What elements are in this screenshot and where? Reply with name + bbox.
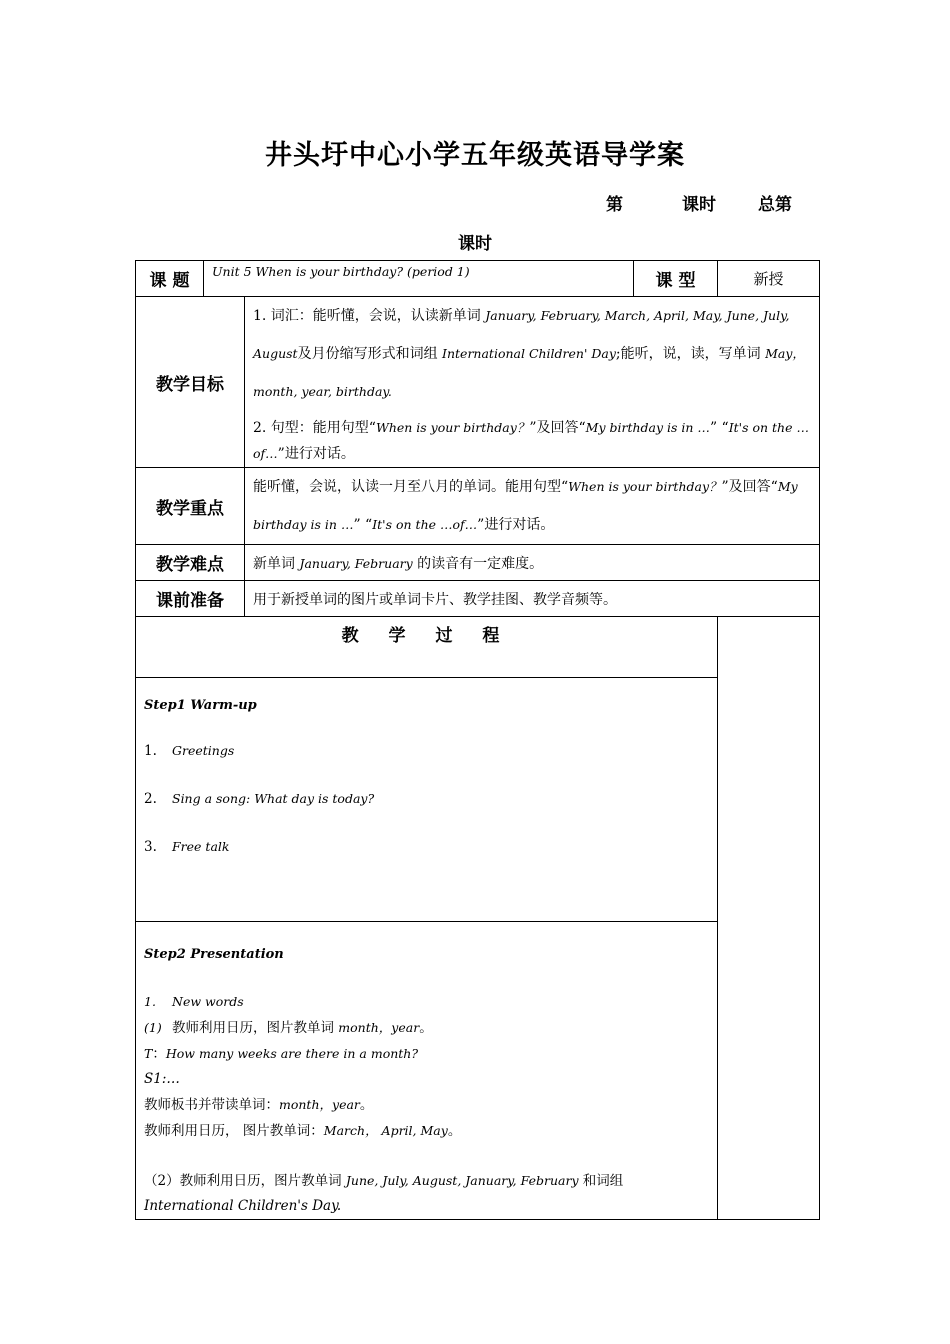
header-keshi: 课时 <box>682 195 716 215</box>
page-title: 井头圩中心小学五年级英语导学案 <box>265 140 685 171</box>
step1-cell <box>136 678 718 922</box>
difficulty-cell: 新单词 January, February 的读音有一定难度。 <box>245 545 820 581</box>
goals-label: 教学目标 <box>136 297 245 468</box>
type-value: 新授 <box>718 261 820 297</box>
process-heading: 教 学 过 程 <box>136 617 718 678</box>
topic-value: Unit 5 When is your birthday? (period 1) <box>204 261 634 297</box>
step2-title: Step2 Presentation <box>144 947 284 962</box>
header-di: 第 <box>606 195 623 215</box>
type-label: 课 型 <box>634 261 718 297</box>
preparation-label: 课前准备 <box>136 581 245 617</box>
topic-label: 课 题 <box>136 261 204 297</box>
notes-column <box>718 617 820 1220</box>
header-zongdi: 总第 <box>758 195 792 215</box>
difficulty-label: 教学难点 <box>136 545 245 581</box>
step1-item: 1. Greetings <box>144 743 235 759</box>
preparation-cell: 用于新授单词的图片或单词卡片、教学挂图、教学音频等。 <box>245 581 820 617</box>
step1-item: 2. Sing a song: What day is today? <box>144 791 375 807</box>
step2-cell: Step2 Presentation 1. New words (1) 教师利用日历，图片教单词 month，year。 T：How many weeks are there in a month? S1:… 教师板书并带读单词：month，year。 教师利用日历， 图片教单词：March， April, May。 （2）教师利用日历，图片教单词 June, July, August, January, February 和词组 International Children's Day. <box>136 922 718 1220</box>
lesson-plan-table <box>135 260 820 1220</box>
keypoints-label: 教学重点 <box>136 468 245 545</box>
step1-item: 3. Free talk <box>144 839 230 855</box>
header-keshi-2: 课时 <box>458 234 492 254</box>
keypoints-cell: 能听懂，会说，认读一月至八月的单词。能用句型“When is your birthday？”及回答“My birthday is in …” “It's on the …of…”进行对话。 <box>245 468 820 545</box>
goals-cell: 1. 词汇：能听懂，会说，认读新单词 January, February, March, April, May, June, July, August及月份缩写形式和词组 International Children' Day;能听，说，读，写单词 May， month, year, birthday. 2. 句型：能用句型“When is your birthday？”及回答“My birthday is in …” “It's on the …of…”进行对话。 <box>245 297 820 468</box>
step1-title: Step1 Warm-up <box>144 698 257 713</box>
